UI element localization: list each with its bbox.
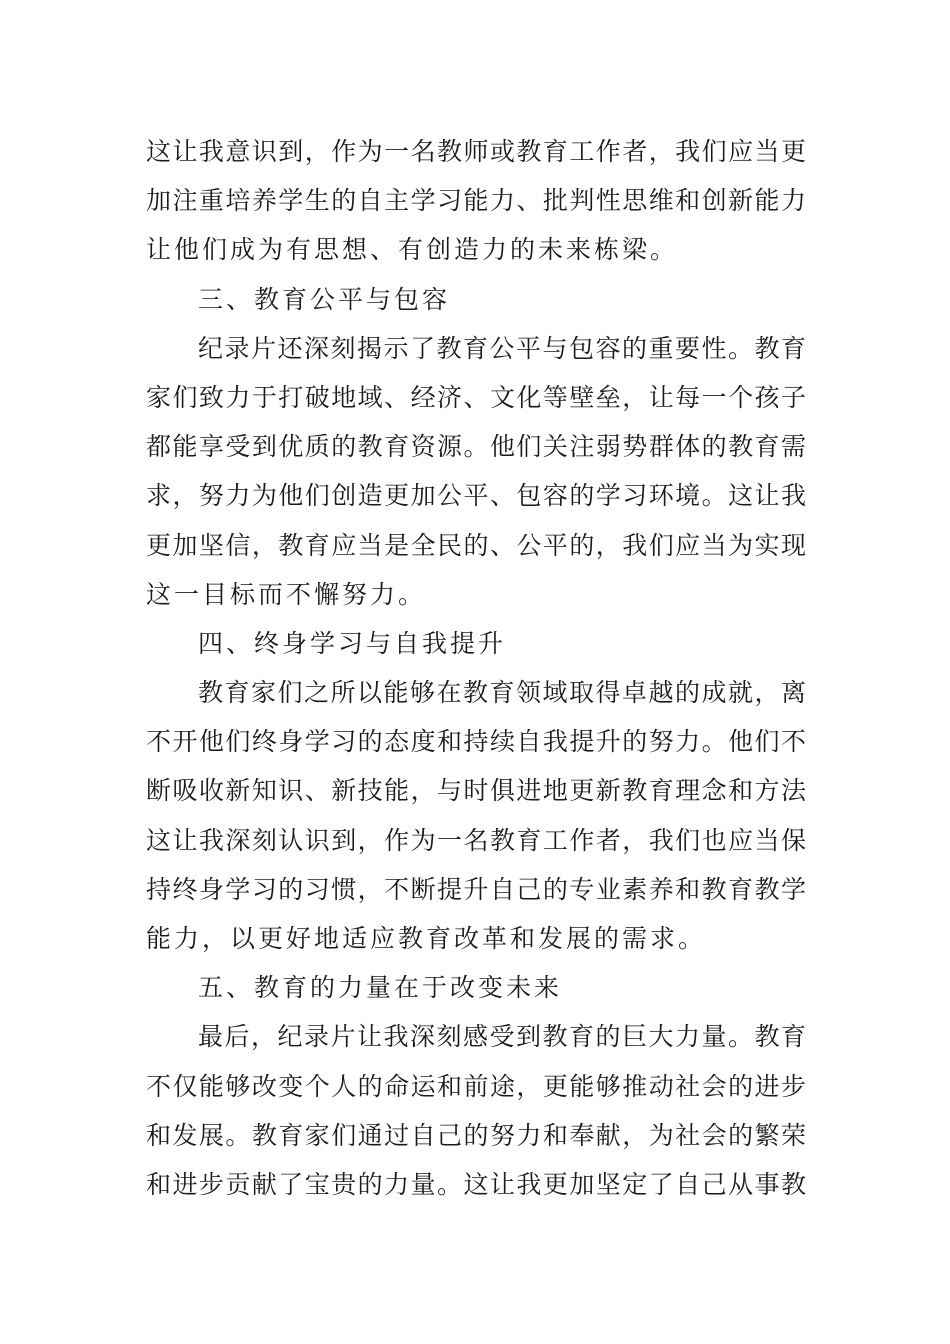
paragraph-line: 家们致力于打破地域、经济、文化等壁垒，让每一个孩子 [146, 382, 806, 412]
paragraph-line: 求，努力为他们创造更加公平、包容的学习环境。这让我 [146, 481, 806, 511]
paragraph-line: 更加坚信，教育应当是全民的、公平的，我们应当为实现 [146, 530, 806, 560]
paragraph-line: 最后，纪录片让我深刻感受到教育的巨大力量。教育 [198, 1022, 806, 1052]
paragraph-line: 不开他们终身学习的态度和持续自我提升的努力。他们不 [146, 727, 806, 757]
paragraph-line: 这一目标而不懈努力。 [146, 579, 427, 609]
paragraph-line: 和发展。教育家们通过自己的努力和奉献，为社会的繁荣 [146, 1120, 806, 1150]
paragraph-line: 都能享受到优质的教育资源。他们关注弱势群体的教育需 [146, 432, 806, 462]
paragraph-line: 能力，以更好地适应教育改革和发展的需求。 [146, 924, 707, 953]
paragraph-line: 加注重培养学生的自主学习能力、批判性思维和创新能力 [146, 186, 806, 216]
section-heading: 四、终身学习与自我提升 [198, 628, 507, 658]
paragraph-line: 持终身学习的习惯，不断提升自己的专业素养和教育教学 [146, 874, 806, 904]
paragraph-line: 和进步贡献了宝贵的力量。这让我更加坚定了自己从事教 [146, 1169, 806, 1199]
paragraph-line: 教育家们之所以能够在教育领域取得卓越的成就，离 [198, 678, 806, 708]
paragraph-line: 这让我意识到，作为一名教师或教育工作者，我们应当更 [146, 137, 806, 166]
section-heading: 五、教育的力量在于改变未来 [198, 973, 563, 1003]
paragraph-line: 这让我深刻认识到，作为一名教育工作者，我们也应当保 [146, 825, 806, 855]
paragraph-line: 纪录片还深刻揭示了教育公平与包容的重要性。教育 [198, 333, 806, 363]
document-body [146, 127, 806, 1209]
section-heading: 三、教育公平与包容 [198, 284, 451, 314]
paragraph-line: 让他们成为有思想、有创造力的未来栋梁。 [146, 235, 679, 265]
paragraph-line: 不仅能够改变个人的命运和前途，更能够推动社会的进步 [146, 1071, 806, 1101]
paragraph-line: 断吸收新知识、新技能，与时俱进地更新教育理念和方法 [146, 776, 806, 806]
